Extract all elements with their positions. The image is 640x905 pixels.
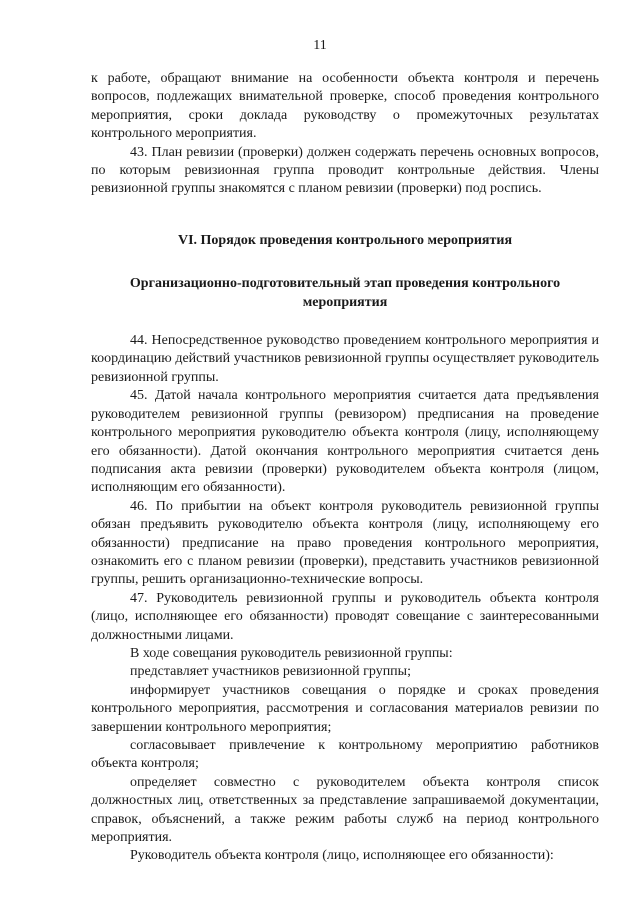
list-item: представляет участников ревизионной группы; <box>130 664 411 680</box>
paragraph-45: 45. Датой начала контрольного мероприятия считается дата предъявления руководителем ревизионной группы (ревизором) предписания на проведение контрольного мероприятия руководителю объекта контроля (лицу, исполняющему его обязанности). Датой окончания контрольного мероприятия считается день подписания акта ревизии (проверки) руководителем объекта контроля (лицом, исполняющим его обязанности). <box>91 388 599 496</box>
paragraph-47-intro: В ходе совещания руководитель ревизионной группы: <box>130 645 453 661</box>
paragraph-continuation: к работе, обращают внимание на особенности объекта контроля и перечень вопросов, подлежащих внимательной проверке, способ проведения контрольного мероприятия, сроки доклада руководству о промежуточных результатах контрольного мероприятия. <box>91 71 599 142</box>
list-item: информирует участников совещания о порядке и сроках проведения контрольного мероприятия, рассмотрения и согласования материалов ревизии по завершении контрольного мероприятия; <box>91 682 599 735</box>
page-number: 11 <box>313 38 327 53</box>
paragraph-44: 44. Непосредственное руководство проведением контрольного мероприятия и координацию действий участников ревизионной группы осуществляет руководитель ревизионной группы. <box>91 333 599 385</box>
paragraph-46: 46. По прибытии на объект контроля руководитель ревизионной группы обязан предъявить руководителю объекта контроля (лицу, исполняющему его обязанности) предписание на право проведения контрольного мероприятия, ознакомить его с планом ревизии (проверки), представить участников ревизионной группы, решить организационно-технические вопросы. <box>91 498 599 588</box>
paragraph-43: 43. План ревизии (проверки) должен содержать перечень основных вопросов, по которым ревизионная группа проводит контрольные действия. Члены ревизионной группы знакомятся с планом ревизии (проверки) под роспись. <box>91 144 599 197</box>
paragraph-47: 47. Руководитель ревизионной группы и руководитель объекта контроля (лицо, исполняющее его обязанности) проводят совещание с заинтересованными должностными лицами. <box>91 590 599 643</box>
list-item: согласовывает привлечение к контрольному мероприятию работников объекта контроля; <box>91 738 599 772</box>
document-body <box>91 70 599 866</box>
paragraph-closing: Руководитель объекта контроля (лицо, исполняющее его обязанности): <box>130 848 554 864</box>
sub-heading: Организационно-подготовительный этап проведения контрольного мероприятия <box>129 276 561 310</box>
section-heading: VI. Порядок проведения контрольного мероприятия <box>177 232 513 248</box>
list-item: определяет совместно с руководителем объекта контроля список должностных лиц, ответственных за представление запрашиваемой документации, справок, объяснений, а также режим работы служб на период контрольного мероприятия. <box>91 774 599 846</box>
